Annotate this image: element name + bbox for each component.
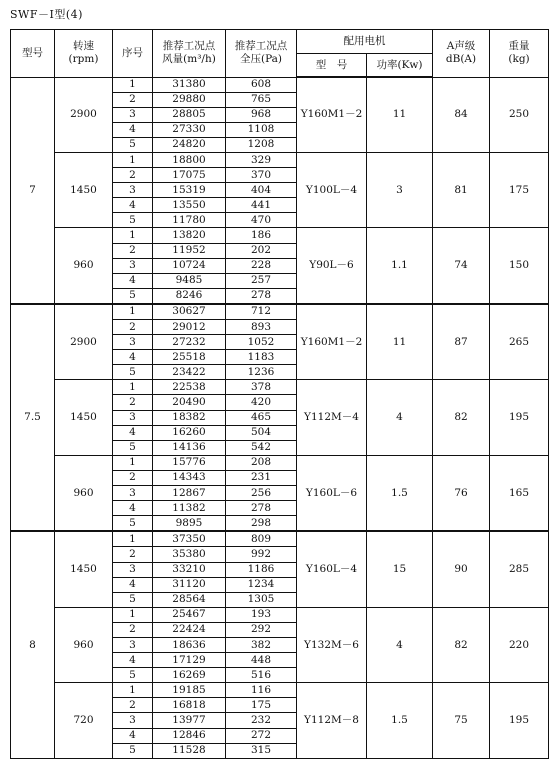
- airflow-cell: 24820: [153, 137, 226, 152]
- speed-cell: 960: [55, 228, 113, 304]
- pressure-cell: 228: [226, 258, 297, 273]
- motor-model-cell: Y90L－6: [297, 228, 367, 304]
- fan-no-cell: 7: [11, 77, 55, 304]
- noise-cell: 82: [433, 380, 490, 455]
- table-body: [11, 77, 549, 758]
- seq-cell: 1: [113, 152, 153, 167]
- pressure-cell: 465: [226, 410, 297, 425]
- speed-cell: 960: [55, 607, 113, 682]
- motor-model-cell: Y132M－6: [297, 607, 367, 682]
- pressure-cell: 1186: [226, 562, 297, 577]
- pressure-cell: 420: [226, 395, 297, 410]
- seq-cell: 2: [113, 622, 153, 637]
- airflow-cell: 9895: [153, 516, 226, 532]
- motor-model-cell: Y160M1－2: [297, 77, 367, 152]
- airflow-cell: 19185: [153, 683, 226, 698]
- airflow-cell: 35380: [153, 547, 226, 562]
- airflow-cell: 30627: [153, 304, 226, 320]
- seq-cell: 1: [113, 77, 153, 92]
- seq-cell: 4: [113, 198, 153, 213]
- pressure-cell: 809: [226, 531, 297, 547]
- airflow-cell: 13977: [153, 713, 226, 728]
- speed-cell: 1450: [55, 152, 113, 227]
- pressure-cell: 116: [226, 683, 297, 698]
- pressure-cell: 292: [226, 622, 297, 637]
- speed-cell: 1450: [55, 531, 113, 607]
- airflow-cell: 25467: [153, 607, 226, 622]
- pressure-cell: 516: [226, 668, 297, 683]
- seq-cell: 5: [113, 516, 153, 532]
- seq-cell: 2: [113, 470, 153, 485]
- motor-power-cell: 11: [367, 304, 433, 380]
- seq-cell: 2: [113, 92, 153, 107]
- seq-cell: 2: [113, 547, 153, 562]
- airflow-cell: 11528: [153, 743, 226, 758]
- motor-model-cell: Y112M－4: [297, 380, 367, 455]
- seq-cell: 4: [113, 350, 153, 365]
- airflow-cell: 16269: [153, 668, 226, 683]
- seq-cell: 5: [113, 288, 153, 304]
- seq-cell: 2: [113, 320, 153, 335]
- motor-model-cell: Y112M－8: [297, 683, 367, 758]
- fan-no-cell: 8: [11, 531, 55, 758]
- seq-cell: 5: [113, 668, 153, 683]
- motor-power-cell: 4: [367, 380, 433, 455]
- seq-cell: 2: [113, 698, 153, 713]
- header-noise-line2: dB(A): [445, 53, 477, 66]
- airflow-cell: 28805: [153, 107, 226, 122]
- pressure-cell: 329: [226, 152, 297, 167]
- airflow-cell: 29012: [153, 320, 226, 335]
- weight-cell: 165: [490, 455, 549, 531]
- noise-cell: 87: [433, 304, 490, 380]
- weight-cell: 285: [490, 531, 549, 607]
- speed-cell: 2900: [55, 77, 113, 152]
- airflow-cell: 22538: [153, 380, 226, 395]
- seq-cell: 4: [113, 425, 153, 440]
- airflow-cell: 16260: [153, 425, 226, 440]
- motor-power-cell: 3: [367, 152, 433, 227]
- airflow-cell: 22424: [153, 622, 226, 637]
- pressure-cell: 186: [226, 228, 297, 243]
- seq-cell: 3: [113, 258, 153, 273]
- table-header: [11, 30, 549, 78]
- pressure-cell: 256: [226, 486, 297, 501]
- motor-model-cell: Y100L－4: [297, 152, 367, 227]
- noise-cell: 74: [433, 228, 490, 304]
- airflow-cell: 14343: [153, 470, 226, 485]
- seq-cell: 2: [113, 395, 153, 410]
- seq-cell: 3: [113, 713, 153, 728]
- table-row: [11, 77, 549, 92]
- pressure-cell: 608: [226, 77, 297, 92]
- header-noise-line1: A声级: [446, 40, 476, 53]
- seq-cell: 4: [113, 653, 153, 668]
- seq-cell: 5: [113, 365, 153, 380]
- motor-power-cell: 1.5: [367, 683, 433, 758]
- motor-power-cell: 1.1: [367, 228, 433, 304]
- airflow-cell: 13550: [153, 198, 226, 213]
- pressure-cell: 1108: [226, 122, 297, 137]
- seq-cell: 3: [113, 486, 153, 501]
- airflow-cell: 12867: [153, 486, 226, 501]
- header-pressure: [226, 30, 297, 78]
- noise-cell: 81: [433, 152, 490, 227]
- airflow-cell: 15776: [153, 455, 226, 470]
- table-row: [11, 683, 549, 698]
- airflow-cell: 14136: [153, 440, 226, 455]
- airflow-cell: 18382: [153, 410, 226, 425]
- header-seq: 序号: [113, 30, 153, 78]
- pressure-cell: 504: [226, 425, 297, 440]
- airflow-cell: 11382: [153, 501, 226, 516]
- pressure-cell: 765: [226, 92, 297, 107]
- airflow-cell: 31120: [153, 577, 226, 592]
- seq-cell: 1: [113, 607, 153, 622]
- seq-cell: 4: [113, 273, 153, 288]
- header-weight-line2: (kg): [508, 53, 530, 66]
- seq-cell: 2: [113, 243, 153, 258]
- seq-cell: 4: [113, 728, 153, 743]
- motor-power-cell: 11: [367, 77, 433, 152]
- table-row: [11, 531, 549, 547]
- seq-cell: 5: [113, 440, 153, 455]
- header-weight: [490, 30, 549, 78]
- table-row: [11, 607, 549, 622]
- motor-model-cell: Y160L－4: [297, 531, 367, 607]
- seq-cell: 3: [113, 335, 153, 350]
- pressure-cell: 208: [226, 455, 297, 470]
- header-speed-line2: (rpm): [68, 53, 99, 66]
- noise-cell: 82: [433, 607, 490, 682]
- pressure-cell: 315: [226, 743, 297, 758]
- seq-cell: 5: [113, 213, 153, 228]
- header-speed-line1: 转速: [73, 40, 94, 53]
- pressure-cell: 1305: [226, 592, 297, 607]
- airflow-cell: 9485: [153, 273, 226, 288]
- seq-cell: 1: [113, 683, 153, 698]
- airflow-cell: 25518: [153, 350, 226, 365]
- airflow-cell: 18636: [153, 637, 226, 652]
- weight-cell: 195: [490, 683, 549, 758]
- speed-cell: 720: [55, 683, 113, 758]
- pressure-cell: 193: [226, 607, 297, 622]
- airflow-cell: 28564: [153, 592, 226, 607]
- pressure-cell: 175: [226, 698, 297, 713]
- pressure-cell: 712: [226, 304, 297, 320]
- airflow-cell: 27232: [153, 335, 226, 350]
- weight-cell: 265: [490, 304, 549, 380]
- pressure-cell: 542: [226, 440, 297, 455]
- table-row: [11, 304, 549, 320]
- pressure-cell: 232: [226, 713, 297, 728]
- header-motor-model: 型 号: [297, 54, 367, 78]
- speed-cell: 1450: [55, 380, 113, 455]
- header-pressure-line1: 推荐工况点: [234, 40, 288, 53]
- table-caption: SWF－Ⅰ型(4): [10, 8, 83, 21]
- header-airflow-line2: 风量(m³/h): [162, 53, 216, 66]
- weight-cell: 195: [490, 380, 549, 455]
- pressure-cell: 1183: [226, 350, 297, 365]
- weight-cell: 150: [490, 228, 549, 304]
- fan-no-cell: 7.5: [11, 304, 55, 531]
- airflow-cell: 12846: [153, 728, 226, 743]
- header-motor-power: 功率(Kw): [367, 54, 433, 78]
- airflow-cell: 13820: [153, 228, 226, 243]
- pressure-cell: 278: [226, 288, 297, 304]
- airflow-cell: 20490: [153, 395, 226, 410]
- header-weight-line1: 重量: [508, 40, 530, 53]
- seq-cell: 1: [113, 228, 153, 243]
- seq-cell: 1: [113, 531, 153, 547]
- seq-cell: 5: [113, 743, 153, 758]
- pressure-cell: 441: [226, 198, 297, 213]
- noise-cell: 90: [433, 531, 490, 607]
- header-airflow: [153, 30, 226, 78]
- pressure-cell: 278: [226, 501, 297, 516]
- noise-cell: 76: [433, 455, 490, 531]
- seq-cell: 4: [113, 577, 153, 592]
- airflow-cell: 8246: [153, 288, 226, 304]
- pressure-cell: 448: [226, 653, 297, 668]
- header-airflow-line1: 推荐工况点: [162, 40, 216, 53]
- seq-cell: 3: [113, 410, 153, 425]
- pressure-cell: 968: [226, 107, 297, 122]
- motor-model-cell: Y160M1－2: [297, 304, 367, 380]
- pressure-cell: 1234: [226, 577, 297, 592]
- header-pressure-line2: 全压(Pa): [239, 53, 283, 66]
- pressure-cell: 370: [226, 168, 297, 183]
- seq-cell: 3: [113, 107, 153, 122]
- table-row: [11, 228, 549, 243]
- header-noise: [433, 30, 490, 78]
- pressure-cell: 1208: [226, 137, 297, 152]
- seq-cell: 3: [113, 183, 153, 198]
- airflow-cell: 18800: [153, 152, 226, 167]
- airflow-cell: 16818: [153, 698, 226, 713]
- motor-power-cell: 1.5: [367, 455, 433, 531]
- pressure-cell: 1236: [226, 365, 297, 380]
- table-row: [11, 380, 549, 395]
- airflow-cell: 15319: [153, 183, 226, 198]
- airflow-cell: 29880: [153, 92, 226, 107]
- pressure-cell: 231: [226, 470, 297, 485]
- pressure-cell: 298: [226, 516, 297, 532]
- pressure-cell: 1052: [226, 335, 297, 350]
- airflow-cell: 10724: [153, 258, 226, 273]
- seq-cell: 1: [113, 380, 153, 395]
- motor-power-cell: 15: [367, 531, 433, 607]
- speed-cell: 2900: [55, 304, 113, 380]
- noise-cell: 75: [433, 683, 490, 758]
- seq-cell: 4: [113, 501, 153, 516]
- seq-cell: 5: [113, 137, 153, 152]
- pressure-cell: 893: [226, 320, 297, 335]
- header-fan-no: 型号: [11, 30, 55, 78]
- pressure-cell: 272: [226, 728, 297, 743]
- seq-cell: 3: [113, 562, 153, 577]
- pressure-cell: 470: [226, 213, 297, 228]
- motor-model-cell: Y160L－6: [297, 455, 367, 531]
- header-speed: [55, 30, 113, 78]
- pressure-cell: 378: [226, 380, 297, 395]
- table-row: [11, 455, 549, 470]
- seq-cell: 1: [113, 304, 153, 320]
- seq-cell: 4: [113, 122, 153, 137]
- seq-cell: 3: [113, 637, 153, 652]
- speed-cell: 960: [55, 455, 113, 531]
- airflow-cell: 31380: [153, 77, 226, 92]
- pressure-cell: 202: [226, 243, 297, 258]
- motor-power-cell: 4: [367, 607, 433, 682]
- weight-cell: 250: [490, 77, 549, 152]
- table-row: [11, 152, 549, 167]
- airflow-cell: 11952: [153, 243, 226, 258]
- airflow-cell: 11780: [153, 213, 226, 228]
- weight-cell: 175: [490, 152, 549, 227]
- weight-cell: 220: [490, 607, 549, 682]
- airflow-cell: 23422: [153, 365, 226, 380]
- fan-spec-table: [10, 29, 549, 759]
- airflow-cell: 33210: [153, 562, 226, 577]
- noise-cell: 84: [433, 77, 490, 152]
- airflow-cell: 17075: [153, 168, 226, 183]
- airflow-cell: 27330: [153, 122, 226, 137]
- airflow-cell: 17129: [153, 653, 226, 668]
- pressure-cell: 382: [226, 637, 297, 652]
- seq-cell: 5: [113, 592, 153, 607]
- seq-cell: 2: [113, 168, 153, 183]
- header-motor: 配用电机: [297, 30, 433, 54]
- pressure-cell: 257: [226, 273, 297, 288]
- seq-cell: 1: [113, 455, 153, 470]
- pressure-cell: 992: [226, 547, 297, 562]
- airflow-cell: 37350: [153, 531, 226, 547]
- pressure-cell: 404: [226, 183, 297, 198]
